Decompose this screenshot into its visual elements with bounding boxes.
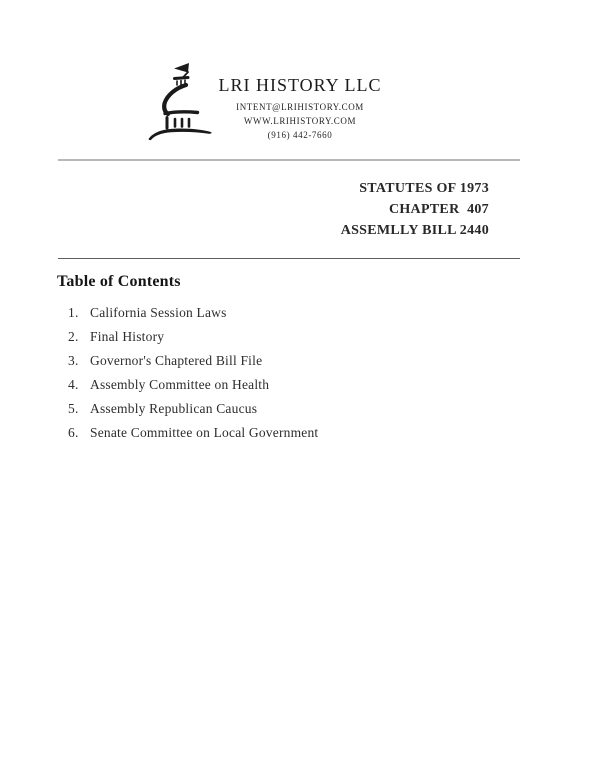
company-name: LRI HISTORY LLC (218, 75, 382, 95)
statutes-year-line: STATUTES OF 1973 (359, 181, 489, 196)
section-divider (58, 258, 520, 259)
toc-item-label: Governor's Chaptered Bill File (90, 353, 263, 368)
contact-email: INTENT@LRIHISTORY.COM (236, 102, 364, 112)
toc-item-number: 5. (68, 401, 79, 416)
toc-item-label: Assembly Committee on Health (90, 377, 270, 392)
toc-item (68, 378, 318, 392)
bill-line: ASSEMLLY BILL 2440 (340, 223, 489, 238)
toc-title: Table of Contents (57, 273, 181, 290)
toc-item-label: Senate Committee on Local Government (90, 425, 319, 440)
statute-reference (58, 178, 489, 241)
toc-item-label: Assembly Republican Caucus (90, 401, 258, 416)
toc-item-label: Final History (90, 329, 165, 344)
chapter-line: CHAPTER 407 (388, 202, 489, 217)
toc-item (68, 354, 318, 368)
header-divider (58, 159, 520, 161)
toc-item-number: 1. (68, 305, 79, 320)
toc-list (68, 306, 318, 450)
contact-website: WWW.LRIHISTORY.COM (243, 116, 357, 126)
toc-item-number: 3. (68, 353, 79, 368)
toc-item-number: 6. (68, 425, 79, 440)
toc-item (68, 426, 318, 440)
toc-item (68, 330, 318, 344)
toc-item-number: 2. (68, 329, 79, 344)
toc-item (68, 402, 318, 416)
toc-item-label: California Session Laws (90, 305, 227, 320)
contact-phone: (916) 442-7660 (267, 130, 333, 140)
toc-item-number: 4. (68, 377, 79, 392)
toc-item (68, 306, 318, 320)
letterhead (175, 75, 425, 142)
